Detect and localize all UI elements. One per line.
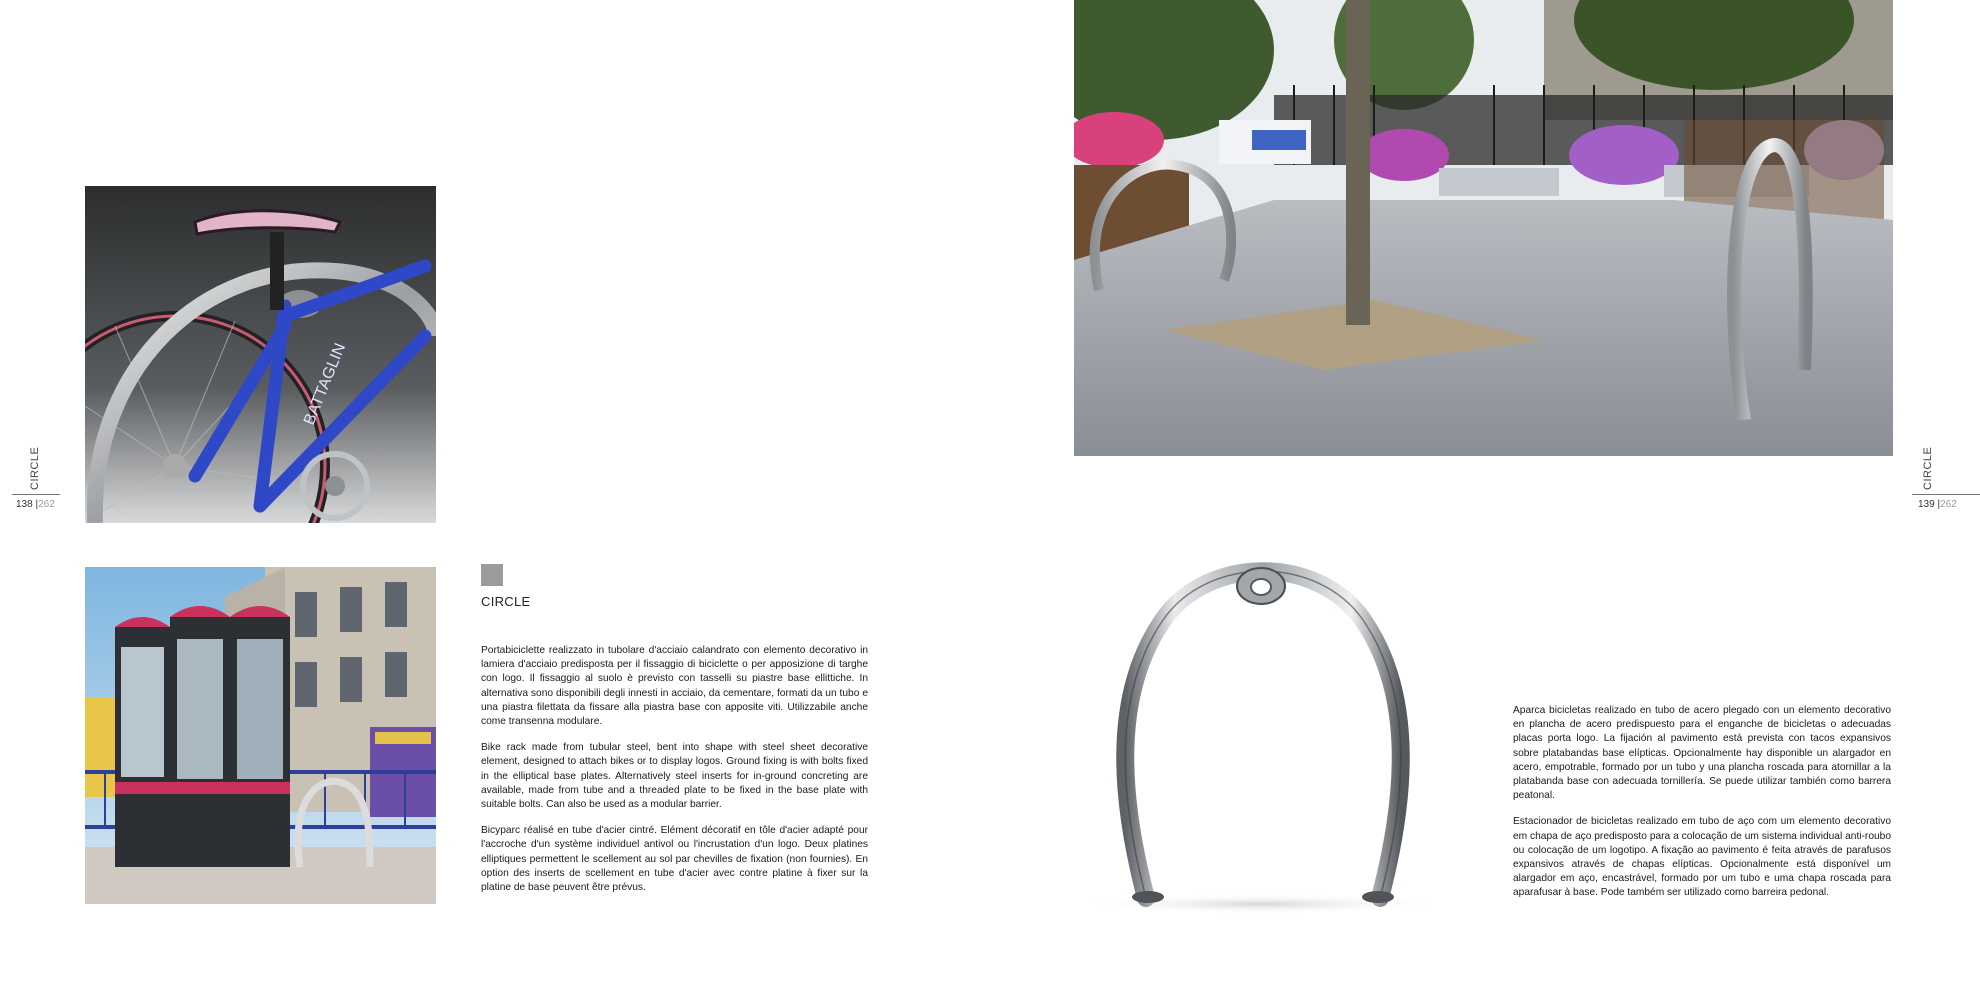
product-title-swatch [481, 564, 503, 586]
description-italian: Portabiciclette realizzato in tubolare d'acciaio calandrato con elemento decorativo in lamiera d'acciaio predisposta per il fissaggio di biciclette o per apposizione di targhe con logo. Il fissaggio al suolo è previsto con tasselli su piastre base ellittiche. In alternativa sono disponibili degli innesti in acciaio, da cementare, formati da un tubo e una piastra filettata da fissare alla piastra base con apposite viti. Utilizzabile anche come transenna modulare. [481, 645, 868, 728]
product-studio-photo [1068, 560, 1454, 914]
right-side-label: CIRCLE [1922, 446, 1934, 490]
left-side-label: CIRCLE [29, 446, 41, 490]
left-side-rule [12, 494, 60, 495]
right-description-column [1513, 704, 1891, 913]
left-page-number-total: 262 [38, 499, 55, 510]
description-portuguese: Estacionador de bicicletas realizado em tubo de aço com um elemento decorativo em chapa de aço predisposto para a colocação de um sistema individual anti-roubo ou colocação de um logotipo. A fixação ao pavimento é feita através de parafusos expansivos através de chapas elípticas. Opcionalmente está disponível um alargador em aço, encastrável, formado por um tubo e uma chapa roscada para aparafusar à base. Pode também ser utilizado como barreira pedonal. [1513, 816, 1891, 899]
left-page-number: 138 |262 [16, 499, 55, 510]
right-page-number-total: 262 [1940, 499, 1957, 510]
product-title: CIRCLE [481, 594, 531, 609]
plaza-bike-rack-photo [1074, 0, 1893, 456]
bike-closeup-photo [85, 186, 436, 523]
right-side-rule [1912, 494, 1980, 495]
right-page-number: 139 |262 [1918, 499, 1957, 510]
left-description-column [481, 644, 868, 907]
svg-text:BATTAGLIN: BATTAGLIN [300, 340, 350, 428]
description-english: Bike rack made from tubular steel, bent into shape with steel sheet decorative element, designed to attach bikes or to display logos. Ground fixing is with bolts fixed in the elliptical base plates. Alternatively steel inserts for in-ground concreting are available, made from tube and a threaded plate to be fixed in the base plate with suitable bolts. Can also be used as a modular barrier. [481, 742, 868, 811]
right-page-number-current: 139 [1918, 499, 1935, 510]
left-page-number-current: 138 [16, 499, 33, 510]
description-spanish: Aparca bicicletas realizado en tubo de acero plegado con un elemento decorativo en plancha de acero predispuesto para el enganche de bicicletas o adecuadas placas porta logo. La fijación al pavimento está prevista con tacos expansivos sobre platabandas base elípticas. Opcionalmente hay disponible un alargador en acero, empotrable, formado por un tubo y una plancha roscada para atornillar a la platabanda base con adecuada tornillería. Se puede utilizar también como barrera peatonal. [1513, 705, 1891, 802]
street-phone-booth-photo [85, 567, 436, 904]
description-french: Bicyparc réalisé en tube d'acier cintré. Elément décoratif en tôle d'acier adapté pour l'accroche d'un système individuel antivol ou l'incrustation d'un logo. Deux platines elliptiques permettent le scellement au sol par chevilles de fixation (non fournies). En option des inserts de scellement en tube d'acier avec contre platine à fixer sur la platine de base peuvent être prévus. [481, 825, 868, 894]
